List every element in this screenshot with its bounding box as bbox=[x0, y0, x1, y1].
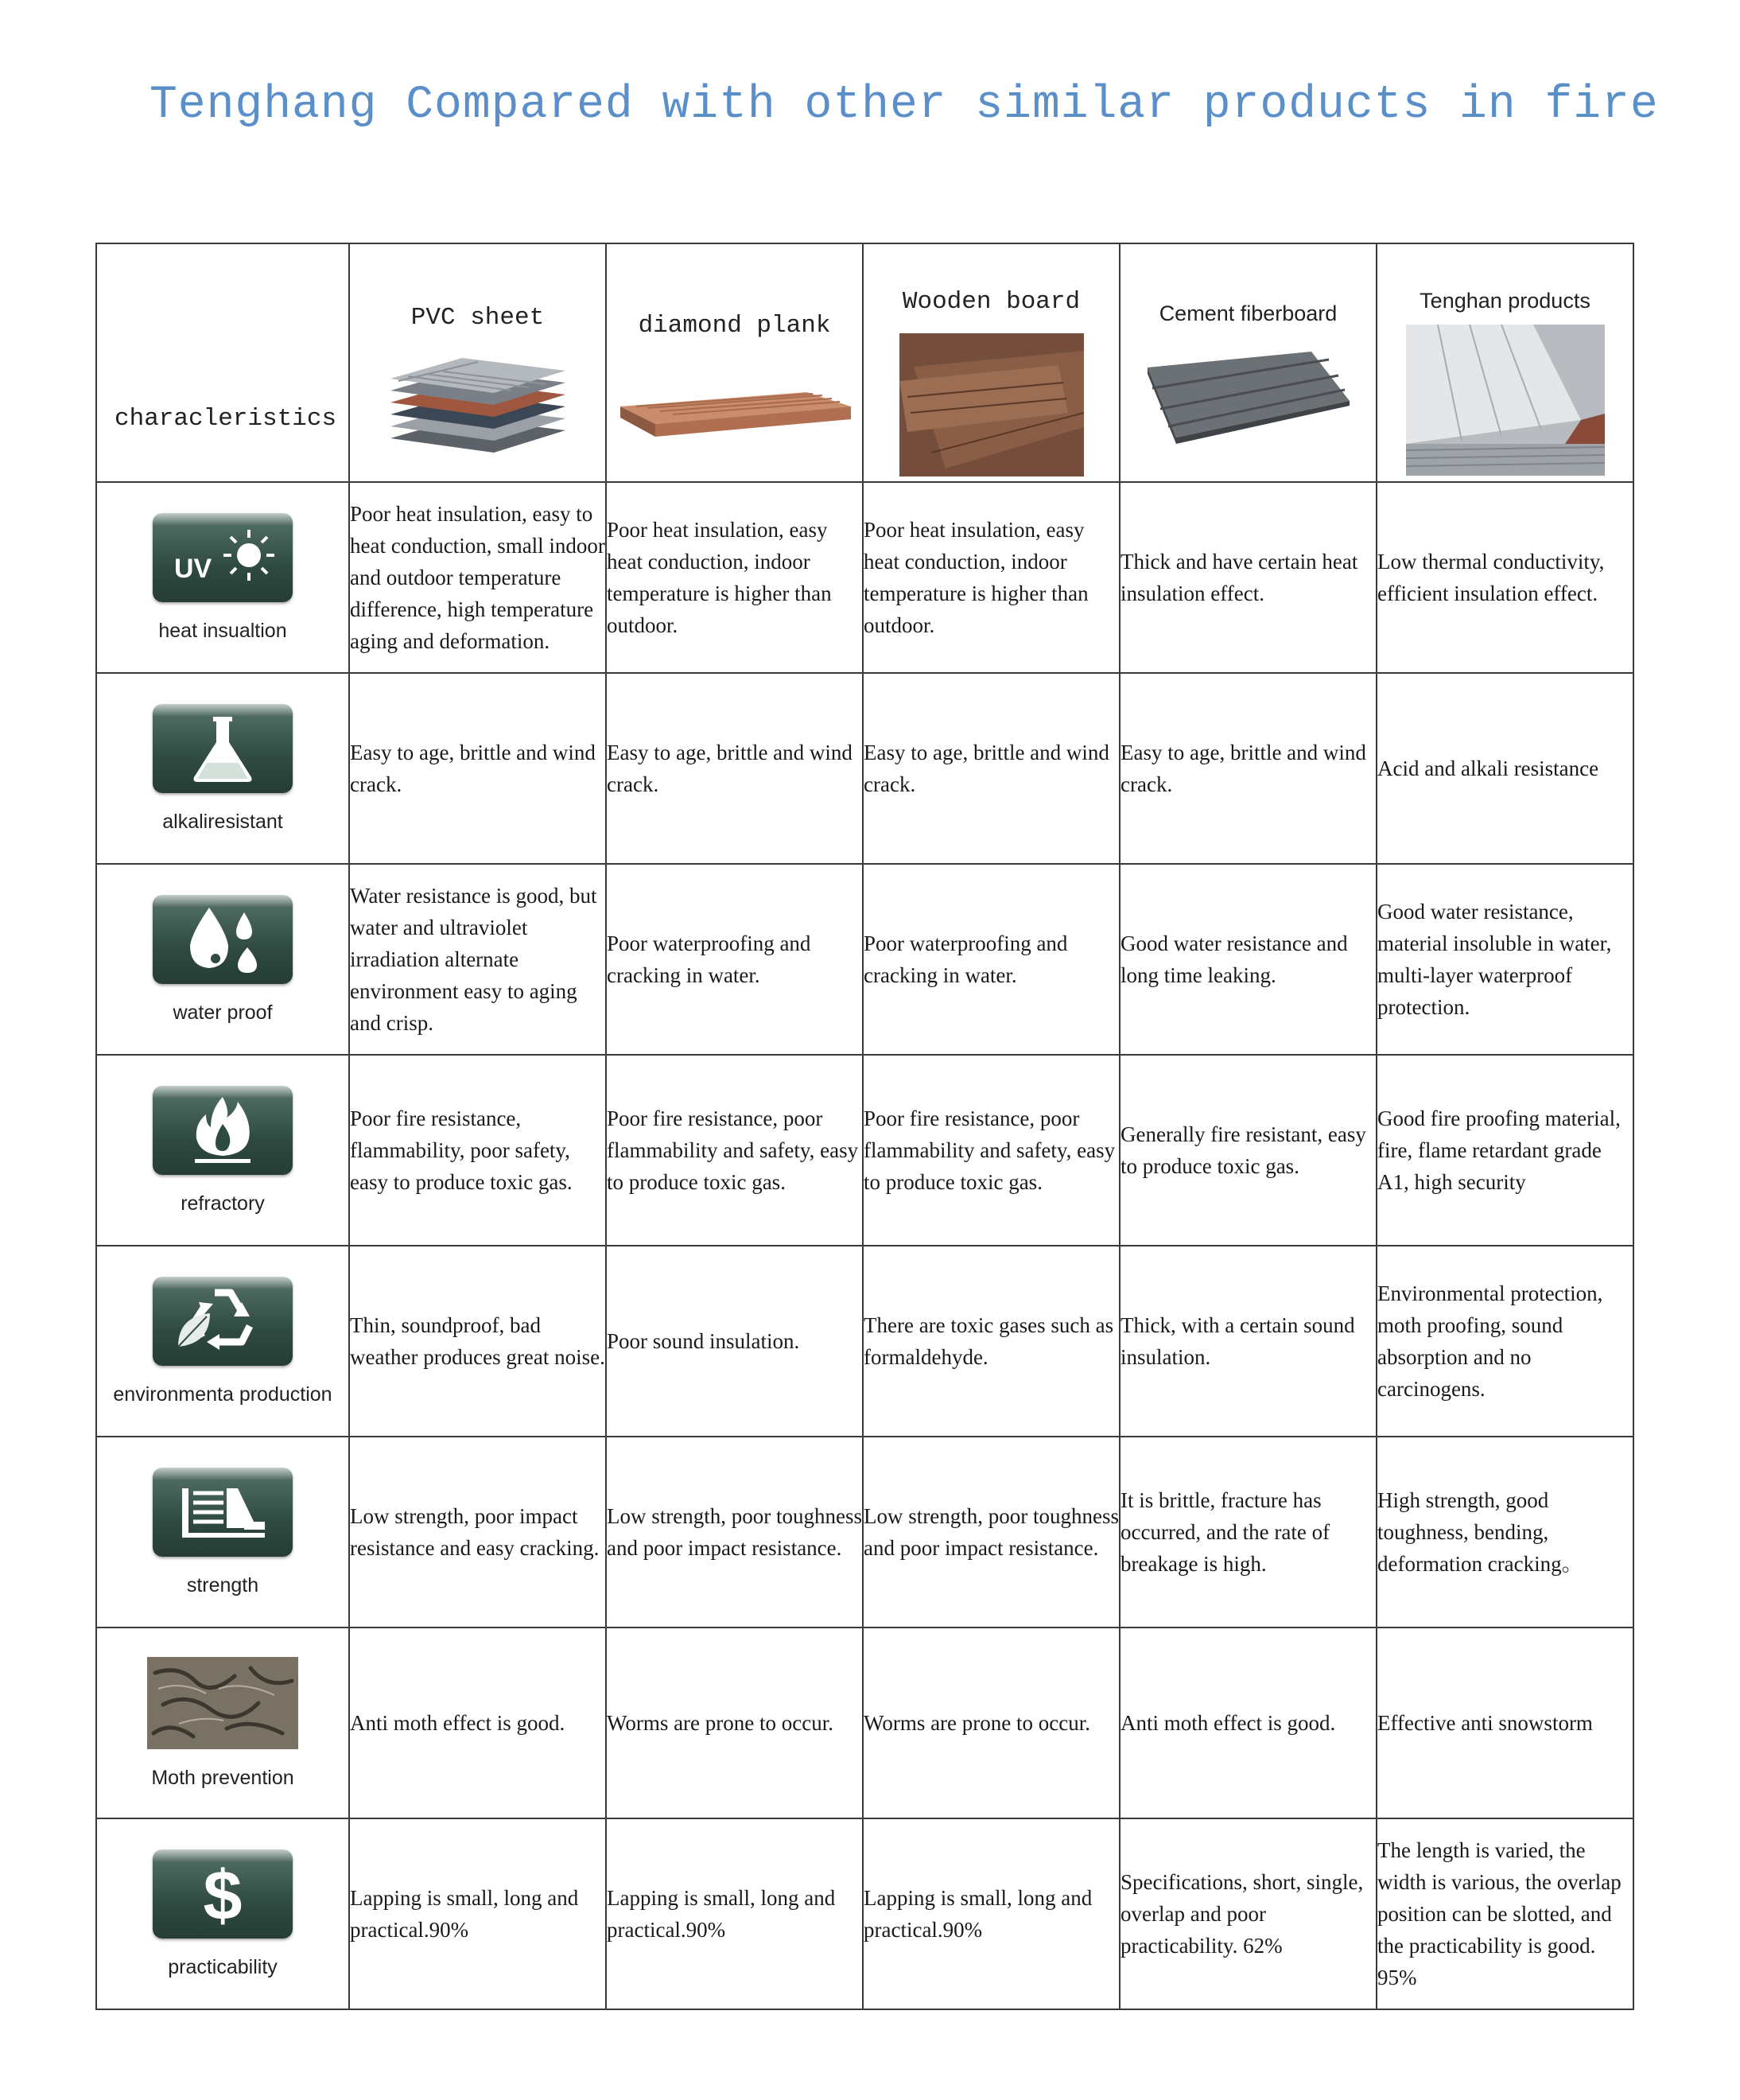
cell-tenghan-fire: Good fire proofing material, fire, flame retardant grade A1, high security bbox=[1377, 1055, 1633, 1246]
cell-diamond-fire: Poor fire resistance, poor flammability and safety, easy to produce toxic gas. bbox=[606, 1055, 863, 1246]
cell-diamond-alkali: Easy to age, brittle and wind crack. bbox=[606, 673, 863, 864]
cell-cement-moth: Anti moth effect is good. bbox=[1120, 1628, 1377, 1818]
cement-fiberboard-picture bbox=[1144, 344, 1353, 463]
page-title: Tenghang Compared with other similar products in fire bbox=[150, 80, 1659, 131]
cell-pvc-water: Water resistance is good, but water and ultraviolet irradiation alternate environment easy to aging and crisp. bbox=[349, 864, 606, 1055]
cell-wooden-heat: Poor heat insulation, easy heat conduction, indoor temperature is higher than outdoor. bbox=[863, 482, 1120, 673]
cell-diamond-practicability: Lapping is small, long and practical.90% bbox=[606, 1818, 863, 2009]
cell-wooden-moth: Worms are prone to occur. bbox=[863, 1628, 1120, 1818]
flask-icon bbox=[153, 704, 293, 793]
table-row bbox=[96, 482, 1633, 673]
table-row bbox=[96, 1437, 1633, 1628]
column-name: PVC sheet bbox=[410, 303, 545, 332]
cell-cement-alkali: Easy to age, brittle and wind crack. bbox=[1120, 673, 1377, 864]
column-name: Cement fiberboard bbox=[1159, 301, 1338, 325]
cell-tenghan-practicability: The length is varied, the width is various, the overlap position can be slotted, and the practicability is good. 95% bbox=[1377, 1818, 1633, 2009]
cell-pvc-practicability: Lapping is small, long and practical.90% bbox=[349, 1818, 606, 2009]
dollar-icon bbox=[153, 1849, 293, 1939]
column-header-diamond bbox=[606, 243, 863, 482]
cell-pvc-moth: Anti moth effect is good. bbox=[349, 1628, 606, 1818]
svg-text:UV: UV bbox=[174, 553, 212, 584]
row-label: refractory bbox=[181, 1192, 265, 1215]
characteristics-label: characleristics bbox=[115, 404, 337, 433]
row-header-practicability bbox=[96, 1818, 349, 2009]
cell-pvc-environment: Thin, soundproof, bad weather produces great noise. bbox=[349, 1246, 606, 1437]
cell-tenghan-water: Good water resistance, material insoluble in water, multi-layer waterproof protection. bbox=[1377, 864, 1633, 1055]
cell-diamond-moth: Worms are prone to occur. bbox=[606, 1628, 863, 1818]
table-row bbox=[96, 673, 1633, 864]
table-row bbox=[96, 1246, 1633, 1437]
cell-diamond-environment: Poor sound insulation. bbox=[606, 1246, 863, 1437]
column-header-wooden bbox=[863, 243, 1120, 482]
cell-wooden-fire: Poor fire resistance, poor flammability and safety, easy to produce toxic gas. bbox=[863, 1055, 1120, 1246]
row-header-refractory bbox=[96, 1055, 349, 1246]
tenghan-product-picture bbox=[1406, 325, 1605, 476]
row-header-heat-insulation bbox=[96, 482, 349, 673]
cell-cement-environment: Thick, with a certain sound insulation. bbox=[1120, 1246, 1377, 1437]
cell-wooden-practicability: Lapping is small, long and practical.90% bbox=[863, 1818, 1120, 2009]
cell-diamond-heat: Poor heat insulation, easy heat conduction, indoor temperature is higher than outdoor. bbox=[606, 482, 863, 673]
flame-icon bbox=[153, 1086, 293, 1175]
cell-tenghan-moth: Effective anti snowstorm bbox=[1377, 1628, 1633, 1818]
column-name: Wooden board bbox=[902, 287, 1081, 316]
cell-pvc-strength: Low strength, poor impact resistance and easy cracking. bbox=[349, 1437, 606, 1628]
cell-wooden-environment: There are toxic gases such as formaldehyde. bbox=[863, 1246, 1120, 1437]
cell-cement-water: Good water resistance and long time leaking. bbox=[1120, 864, 1377, 1055]
column-name: Tenghan products bbox=[1420, 288, 1590, 313]
moth-damaged-wood-picture bbox=[147, 1657, 298, 1749]
column-header-cement bbox=[1120, 243, 1377, 482]
cell-diamond-water: Poor waterproofing and cracking in water. bbox=[606, 864, 863, 1055]
cell-tenghan-strength: High strength, good toughness, bending, deformation cracking。 bbox=[1377, 1437, 1633, 1628]
recycle-leaf-icon bbox=[153, 1277, 293, 1366]
cell-cement-strength: It is brittle, fracture has occurred, and the rate of breakage is high. bbox=[1120, 1437, 1377, 1628]
row-header-moth bbox=[96, 1628, 349, 1818]
row-label: water proof bbox=[173, 1001, 273, 1024]
cell-pvc-heat: Poor heat insulation, easy to heat conduction, small indoor and outdoor temperature difference, high temperature aging and deformation. bbox=[349, 482, 606, 673]
table-row bbox=[96, 1818, 1633, 2009]
strength-bars-icon bbox=[153, 1468, 293, 1557]
row-label: heat insualtion bbox=[158, 619, 287, 642]
uv-sun-icon bbox=[153, 513, 293, 602]
cell-tenghan-environment: Environmental protection, moth proofing, sound absorption and no carcinogens. bbox=[1377, 1246, 1633, 1437]
row-label: practicability bbox=[168, 1955, 278, 1978]
cell-cement-heat: Thick and have certain heat insulation effect. bbox=[1120, 482, 1377, 673]
header-row bbox=[96, 243, 1633, 482]
pvc-sheet-layers-picture bbox=[383, 349, 573, 461]
table-row bbox=[96, 864, 1633, 1055]
row-label: environmenta production bbox=[113, 1382, 332, 1406]
row-label: alkaliresistant bbox=[162, 810, 283, 833]
cell-tenghan-alkali: Acid and alkali resistance bbox=[1377, 673, 1633, 864]
column-header-tenghan bbox=[1377, 243, 1633, 482]
characteristics-header bbox=[96, 243, 349, 482]
row-header-water-proof bbox=[96, 864, 349, 1055]
row-header-strength bbox=[96, 1437, 349, 1628]
cell-wooden-water: Poor waterproofing and cracking in water. bbox=[863, 864, 1120, 1055]
cell-tenghan-heat: Low thermal conductivity, efficient insulation effect. bbox=[1377, 482, 1633, 673]
wooden-board-picture bbox=[899, 333, 1084, 476]
row-header-alkali bbox=[96, 673, 349, 864]
cell-wooden-alkali: Easy to age, brittle and wind crack. bbox=[863, 673, 1120, 864]
cell-cement-fire: Generally fire resistant, easy to produce toxic gas. bbox=[1120, 1055, 1377, 1246]
row-label: strength bbox=[186, 1573, 259, 1596]
diamond-plank-picture bbox=[616, 357, 854, 453]
comparison-table bbox=[95, 243, 1634, 2010]
cell-wooden-strength: Low strength, poor toughness and poor impact resistance. bbox=[863, 1437, 1120, 1628]
cell-cement-practicability: Specifications, short, single, overlap and poor practicability. 62% bbox=[1120, 1818, 1377, 2009]
column-header-pvc bbox=[349, 243, 606, 482]
row-header-environment bbox=[96, 1246, 349, 1437]
table-row bbox=[96, 1055, 1633, 1246]
column-name: diamond plank bbox=[638, 311, 831, 340]
svg-text:$: $ bbox=[203, 1855, 243, 1934]
cell-pvc-fire: Poor fire resistance, flammability, poor safety, easy to produce toxic gas. bbox=[349, 1055, 606, 1246]
cell-pvc-alkali: Easy to age, brittle and wind crack. bbox=[349, 673, 606, 864]
table-row bbox=[96, 1628, 1633, 1818]
cell-diamond-strength: Low strength, poor toughness and poor impact resistance. bbox=[606, 1437, 863, 1628]
row-label: Moth prevention bbox=[151, 1766, 294, 1789]
water-drops-icon bbox=[153, 895, 293, 984]
